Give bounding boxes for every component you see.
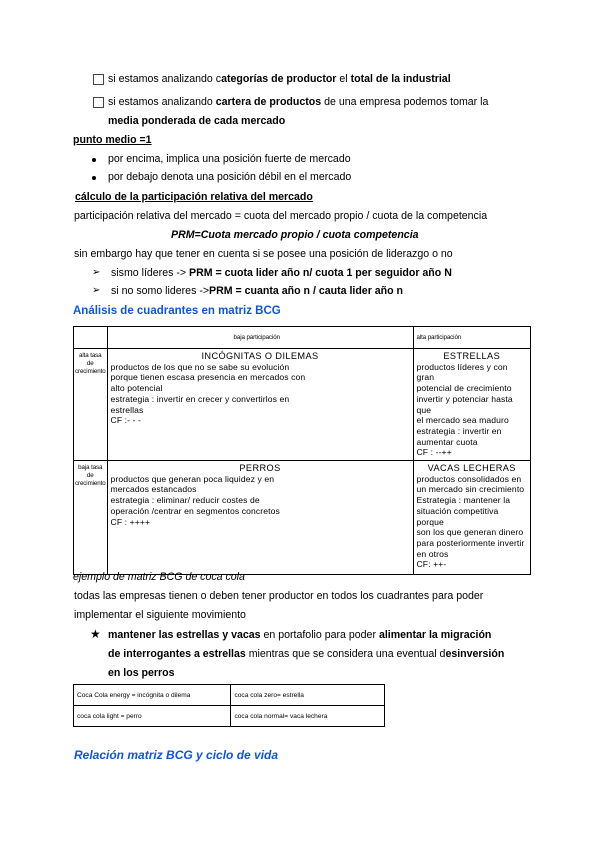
- quadrant-line: productos de los que no se sabe su evolución: [110, 361, 290, 372]
- example-cell: Coca Cola energy = incógnita o dilema: [74, 685, 231, 706]
- quadrant-line: estrategia : eliminar/ reducir costes de: [110, 495, 260, 506]
- corner-cell: [74, 327, 108, 349]
- arrow-icon: ➢: [92, 267, 101, 278]
- final-section-title: Relación matriz BCG y ciclo de vida: [74, 748, 279, 762]
- bcg-matrix-table: [73, 326, 531, 575]
- quadrant-line: invertir y potenciar hasta que: [416, 393, 513, 415]
- bullet-item: por debajo denota una posición débil en el mercado: [108, 171, 352, 183]
- quadrant-line: alto potencial: [110, 383, 163, 394]
- calculo-heading: cálculo de la participación relativa del mercado: [75, 191, 313, 203]
- example-cell: coca cola light = perro: [74, 706, 231, 727]
- quadrant-line: estrategia : invertir en crecer y convertirlos en: [110, 393, 290, 404]
- quadrant-line: un mercado sin crecimiento: [416, 484, 525, 495]
- row-header-high-growth: alta tasa de crecimiento: [74, 349, 108, 461]
- arrow-icon: ➢: [92, 285, 101, 296]
- quadrant-line: en otros: [416, 548, 449, 559]
- example-cell: coca cola zero= estrella: [231, 685, 385, 706]
- quadrant-line: son los que generan dinero: [416, 527, 524, 538]
- quadrant-title: INCÓGNITAS O DILEMAS: [201, 351, 319, 361]
- bullet-icon: [92, 158, 96, 162]
- checkbox-icon: [93, 97, 104, 108]
- calculo-definition: participación relativa del mercado = cuota del mercado propio / cuota de la competencia: [74, 210, 488, 222]
- quadrant-line: CF : --++: [416, 447, 452, 458]
- checkbox-icon: [93, 74, 104, 85]
- quadrant-line: porque tienen escasa presencia en mercados con: [110, 372, 306, 383]
- quadrant-line: productos líderes y con gran: [416, 361, 508, 383]
- quadrant-line: para posteriormente invertir: [416, 537, 525, 548]
- starred-line: de interrogantes a estrellas mientras que se considera una eventual desinversión: [108, 648, 505, 660]
- checklist-item-continued: media ponderada de cada mercado: [108, 115, 286, 127]
- quadrant-line: productos que generan poca liquidez y en: [110, 473, 275, 484]
- prm-formula: PRM=Cuota mercado propio / cuota competencia: [171, 229, 419, 241]
- quadrant-line: productos consolidados en: [416, 473, 522, 484]
- bullet-icon: [92, 176, 96, 180]
- quadrant-line: CF : ++++: [110, 516, 151, 527]
- matrix-caption: ejemplo de matriz BCG de coca cola: [73, 571, 245, 583]
- quadrant-line: mercados estancados: [110, 484, 197, 495]
- quadrant-line: estrellas: [110, 404, 144, 415]
- quadrant-line: CF: ++-: [416, 559, 447, 570]
- quadrant-perros: [107, 461, 413, 575]
- paragraph-line: todas las empresas tienen o deben tener productor en todos los cuadrantes para poder: [74, 590, 484, 602]
- bullet-item: por encima, implica una posición fuerte de mercado: [108, 153, 351, 165]
- row-header-low-growth: baja tasa de crecimiento: [74, 461, 108, 575]
- checklist-item: si estamos analizando categorías de productor el total de la industrial: [108, 73, 451, 85]
- calculo-note: sin embargo hay que tener en cuenta si se posee una posición de liderazgo o no: [74, 248, 453, 260]
- checklist-item: si estamos analizando cartera de productos de una empresa podemos tomar la: [108, 96, 489, 108]
- quadrant-line: operación /centrar en segmentos concretos: [110, 505, 280, 516]
- quadrant-line: estrategia : invertir en: [416, 425, 502, 436]
- quadrant-title: VACAS LECHERAS: [427, 463, 516, 474]
- coca-cola-examples-table: [73, 684, 385, 727]
- quadrant-dilemas: [107, 349, 413, 461]
- quadrant-line: el mercado sea maduro: [416, 415, 509, 426]
- punto-medio-heading: punto medio =1: [73, 134, 152, 146]
- paragraph-line: implementar el siguiente movimiento: [74, 609, 246, 621]
- starred-line: en los perros: [108, 667, 175, 679]
- quadrant-line: Estrategia : mantener la: [416, 495, 511, 506]
- quadrant-title: PERROS: [239, 463, 281, 474]
- example-cell: coca cola normal= vaca lechera: [231, 706, 385, 727]
- col-header-high-share: alta participación: [413, 327, 531, 349]
- starred-line: mantener las estrellas y vacas en portafolio para poder alimentar la migración: [108, 629, 492, 641]
- quadrant-estrellas: [413, 349, 531, 461]
- quadrant-line: potencial de crecimiento: [416, 383, 512, 394]
- quadrant-line: situación competitiva porque: [416, 505, 499, 527]
- quadrant-title: ESTRELLAS: [443, 351, 501, 361]
- quadrant-line: aumentar cuota: [416, 436, 478, 447]
- quadrant-line: CF :- - -: [110, 415, 142, 426]
- bcg-section-title: Análisis de cuadrantes en matriz BCG: [73, 305, 281, 317]
- quadrant-vacas-lecheras: [413, 461, 531, 575]
- col-header-low-share: baja participación: [107, 327, 413, 349]
- star-icon: ★: [90, 627, 101, 641]
- case-leader: sismo líderes -> PRM = cuota lider año n/ cuota 1 per seguidor año N: [111, 267, 452, 279]
- case-non-leader: si no somo lideres ->PRM = cuanta año n / cauta lider año n: [111, 285, 404, 297]
